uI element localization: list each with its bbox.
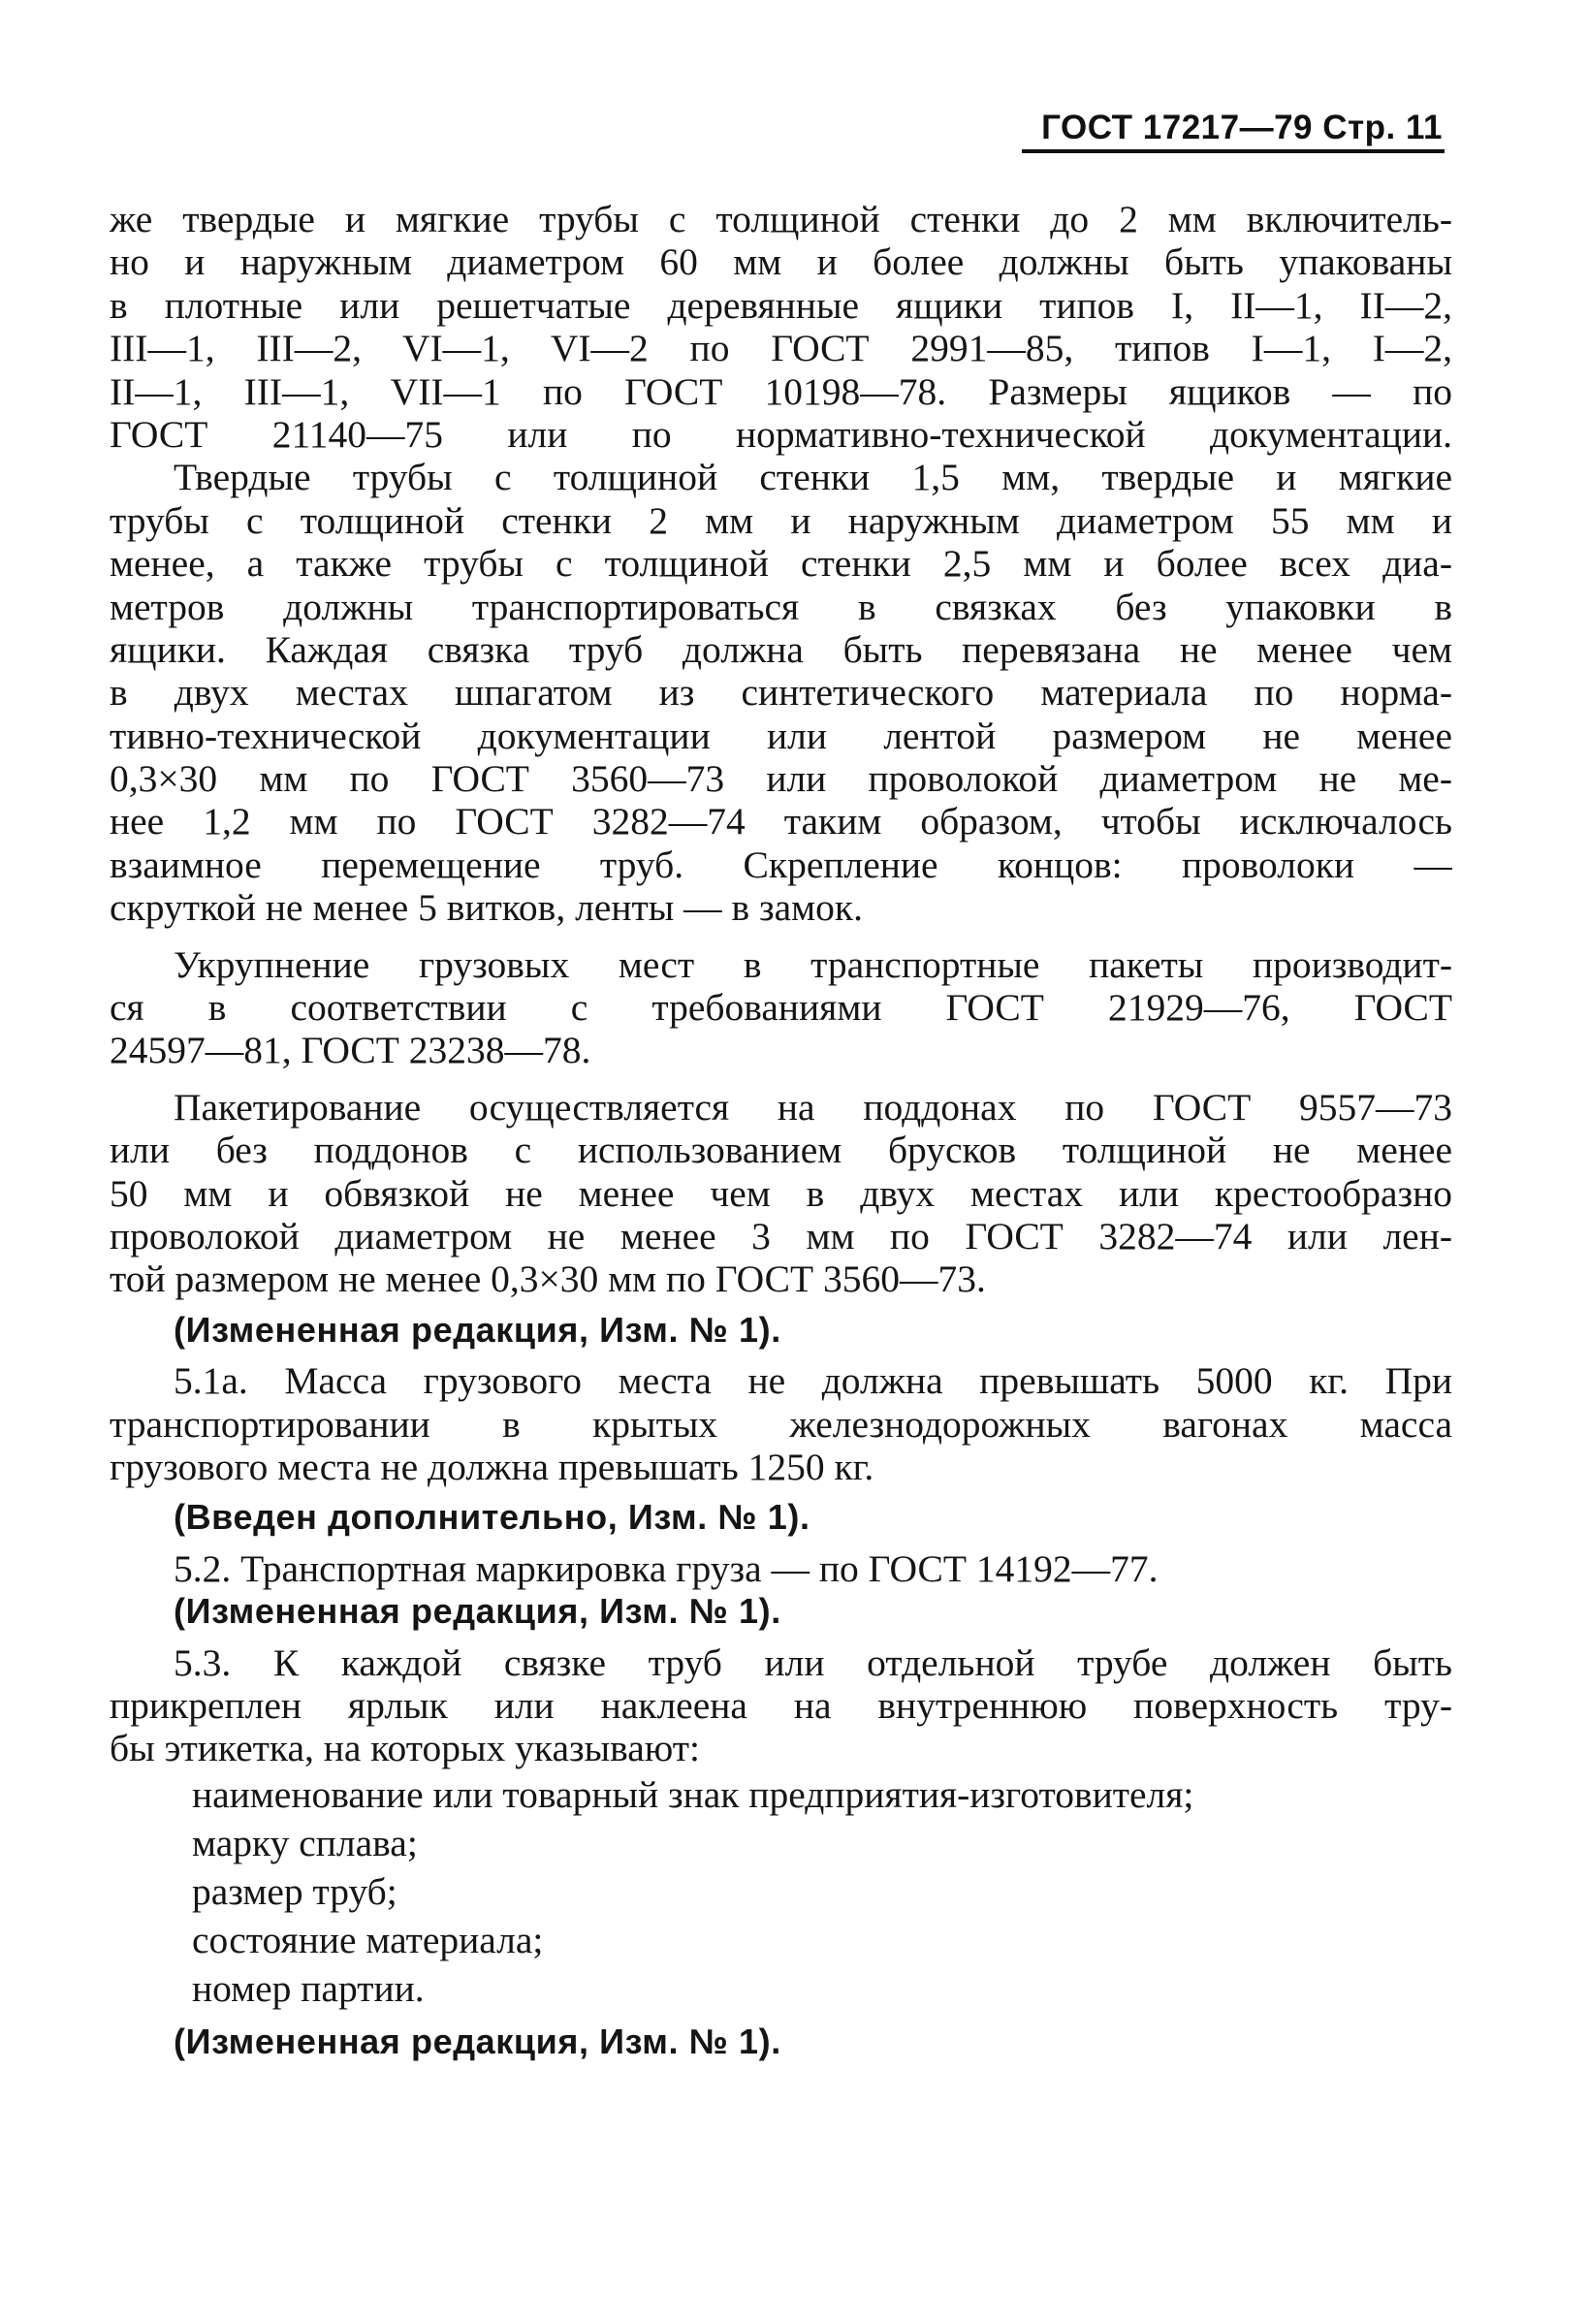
paragraph-gap: [110, 1634, 1452, 1641]
paragraph-gap: [110, 1488, 1452, 1496]
paragraph-7: [110, 1641, 1452, 1770]
list-item: состояние материала;: [192, 1918, 544, 1961]
text-line: нее 1,2 мм по ГОСТ 3282—74 таким образом, чтобы исключалось: [110, 800, 1452, 844]
paragraph-5: [110, 1359, 1452, 1488]
text-line: Твердые трубы с толщиной стенки 1,5 мм, твердые и мягкие: [174, 456, 1452, 499]
text-line: 50 мм и обвязкой не менее чем в двух местах или крестообразно: [110, 1171, 1452, 1215]
text-line: скруткой не менее 5 витков, ленты — в замок.: [110, 886, 863, 930]
list-item: номер партии.: [192, 1966, 425, 2010]
text-line: но и наружным диаметром 60 мм и более должны быть упакованы: [110, 240, 1452, 284]
text-line: грузового места не должна превышать 1250 кг.: [110, 1445, 874, 1488]
text-line: бы этикетка, на которых указывают:: [110, 1727, 701, 1770]
paragraph-1: [110, 198, 1452, 456]
paragraph-6: 5.2. Транспортная маркировка груза — по ГОСТ 14192—77.: [174, 1546, 1159, 1590]
text-line: менее, а также трубы с толщиной стенки 2,5 мм и более всех диа-: [110, 542, 1452, 586]
text-line: 24597—81, ГОСТ 23238—78.: [110, 1029, 591, 1072]
text-line: тивно-технической документации или лентой размером не менее: [110, 714, 1452, 757]
text-line: ящики. Каждая связка труб должна быть перевязана не менее чем: [110, 627, 1452, 671]
paragraph-gap: [110, 1072, 1452, 1086]
paragraph-4: [110, 1086, 1452, 1301]
paragraph-gap: [110, 2013, 1452, 2021]
text-line: в плотные или решетчатые деревянные ящики типов I, II—1, II—2,: [110, 283, 1452, 327]
text-line: проволокой диаметром не менее 3 мм по ГОСТ 3282—74 или лен-: [110, 1214, 1452, 1258]
text-line: же твердые и мягкие трубы с толщиной стенки до 2 мм включитель-: [110, 198, 1452, 240]
text-line: ся в соответствии с требованиями ГОСТ 21929—76, ГОСТ: [110, 986, 1452, 1030]
paragraph-gap: [110, 1540, 1452, 1547]
paragraph-2: [110, 456, 1452, 929]
amendment-note: (Измененная редакция, Изм. № 1).: [174, 2021, 781, 2061]
text-line: ГОСТ 21140—75 или по нормативно-технической документации.: [110, 412, 1452, 456]
header-rule: [1022, 149, 1445, 153]
amendment-note: (Измененная редакция, Изм. № 1).: [174, 1591, 781, 1632]
marking-list: [110, 1770, 1452, 2013]
header-title: ГОСТ 17217—79 Стр. 11: [1041, 109, 1443, 146]
text-line: Укрупнение грузовых мест в транспортные пакеты производит-: [174, 942, 1452, 986]
text-line: трубы с толщиной стенки 2 мм и наружным диаметром 55 мм и: [110, 498, 1452, 542]
body-text: [110, 198, 1452, 2063]
text-line: Пакетирование осуществляется на поддонах по ГОСТ 9557—73: [174, 1085, 1452, 1129]
amendment-note: (Измененная редакция, Изм. № 1).: [174, 1309, 781, 1350]
text-line: той размером не менее 0,3×30 мм по ГОСТ 3560—73.: [110, 1258, 986, 1301]
paragraph-gap: [110, 930, 1452, 943]
text-line: транспортировании в крытых железнодорожных вагонах масса: [110, 1402, 1452, 1446]
text-line: III—1, III—2, VI—1, VI—2 по ГОСТ 2991—85, типов I—1, I—2,: [110, 327, 1452, 370]
paragraph-3: [110, 943, 1452, 1072]
text-line: в двух местах шпагатом из синтетического материала по норма-: [110, 671, 1452, 715]
text-line: 5.1а. Масса грузового места не должна превышать 5000 кг. При: [174, 1359, 1452, 1403]
text-line: или без поддонов с использованием брусков толщиной не менее: [110, 1129, 1452, 1172]
list-item: наименование или товарный знак предприятия-изготовителя;: [192, 1772, 1194, 1816]
page-header: [1041, 109, 1443, 147]
text-line: прикреплен ярлык или наклеена на внутреннюю поверхность тру-: [110, 1683, 1452, 1727]
paragraph-gap: [110, 1301, 1452, 1309]
text-line: 0,3×30 мм по ГОСТ 3560—73 или проволокой диаметром не ме-: [110, 757, 1452, 801]
text-line: метров должны транспортироваться в связках без упаковки в: [110, 585, 1452, 628]
text-line: взаимное перемещение труб. Скрепление концов: проволоки —: [110, 843, 1452, 886]
list-item: размер труб;: [192, 1869, 397, 1913]
amendment-note: (Введен дополнительно, Изм. № 1).: [174, 1497, 810, 1538]
text-line: II—1, III—1, VII—1 по ГОСТ 10198—78. Размеры ящиков — по: [110, 369, 1452, 413]
paragraph-gap: [110, 1352, 1452, 1359]
list-item: марку сплава;: [192, 1821, 418, 1864]
text-line: 5.3. К каждой связке труб или отдельной трубе должен быть: [174, 1640, 1452, 1684]
